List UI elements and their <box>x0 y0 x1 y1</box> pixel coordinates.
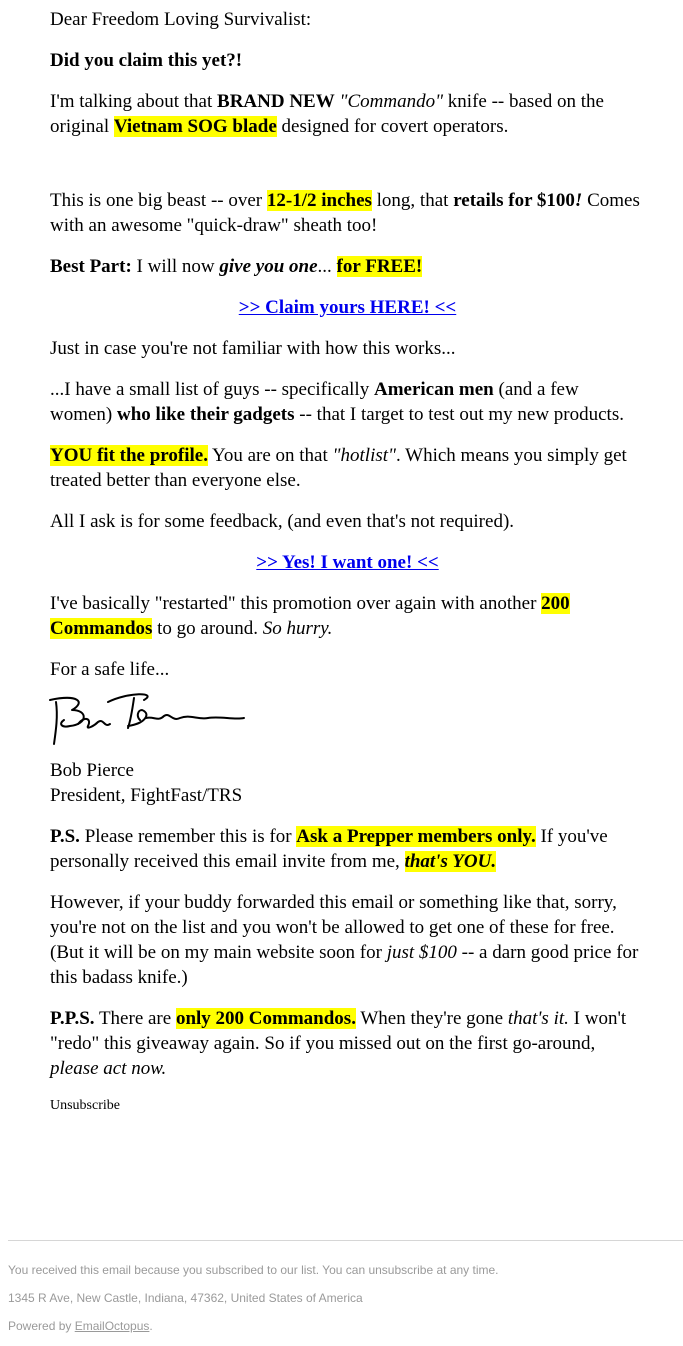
restart-paragraph: I've basically "restarted" this promotion over again with another 200 Commandos to go around. So hurry. <box>50 593 570 639</box>
knife-description-paragraph: This is one big beast -- over 12-1/2 inches long, that retails for $100! Comes with an awesome "quick-draw" sheath too! <box>50 190 640 236</box>
signature-stroke-p-stem <box>128 698 134 728</box>
signature-stroke-ob <box>78 719 110 728</box>
claim-link-row <box>50 295 645 320</box>
footer-address: 1345 R Ave, New Castle, Indiana, 47362, United States of America <box>8 1291 363 1305</box>
unsubscribe-link[interactable]: Unsubscribe <box>50 1098 120 1113</box>
greeting: Dear Freedom Loving Survivalist: <box>50 9 312 30</box>
feedback-paragraph: All I ask is for some feedback, (and even that's not required). <box>50 511 515 532</box>
intro-paragraph: I'm talking about that BRAND NEW "Commando" knife -- based on the original Vietnam SOG blade designed for covert operators. <box>50 91 604 137</box>
headline: Did you claim this yet?! <box>50 50 243 71</box>
footer-subscription-notice: You received this email because you subscribed to our list. You can unsubscribe at any time. <box>8 1263 499 1277</box>
profile-paragraph: YOU fit the profile. You are on that "hotlist". Which means you simply get treated better than everyone else. <box>50 445 627 491</box>
footer-powered-by: Powered by EmailOctopus. <box>8 1319 153 1333</box>
small-list-paragraph: ...I have a small list of guys -- specifically American men (and a few women) who like their gadgets -- that I target to test out my new products. <box>50 379 624 425</box>
forwarded-paragraph: However, if your buddy forwarded this email or something like that, sorry, you're not on the list and you won't be allowed to get one of these for free. (But it will be on my main website soon for just $100 -- a darn good price for this badass knife.) <box>50 892 639 988</box>
yes-want-one-link[interactable]: >> Yes! I want one! << <box>256 552 439 573</box>
signature-stroke-b-stem <box>54 702 57 744</box>
signer-title: President, FightFast/TRS <box>50 785 243 806</box>
emailoctopus-link[interactable]: EmailOctopus <box>74 1319 150 1333</box>
signature-image <box>48 688 248 748</box>
best-part-paragraph: Best Part: I will now give you one... for FREE! <box>50 256 423 277</box>
spacer <box>50 155 645 188</box>
pps-paragraph: P.P.S. There are only 200 Commandos. When they're gone that's it. I won't "redo" this giveaway again. So if you missed out on the first go-around, please act now. <box>50 1008 627 1079</box>
want-one-link-row <box>50 550 645 575</box>
signature-stroke-ierce <box>146 715 244 719</box>
email-footer <box>8 1240 683 1334</box>
ps-paragraph: P.S. Please remember this is for Ask a Prepper members only. If you've personally received this email invite from me, that's YOU. <box>50 826 608 872</box>
closing-line: For a safe life... <box>50 659 170 680</box>
signer-name: Bob Pierce <box>50 760 134 781</box>
signer-block <box>50 758 645 808</box>
email-body <box>50 7 645 1131</box>
signature-stroke-p-top <box>108 694 148 702</box>
how-it-works-paragraph: Just in case you're not familiar with how this works... <box>50 338 456 359</box>
claim-yours-link[interactable]: >> Claim yours HERE! << <box>238 297 457 318</box>
